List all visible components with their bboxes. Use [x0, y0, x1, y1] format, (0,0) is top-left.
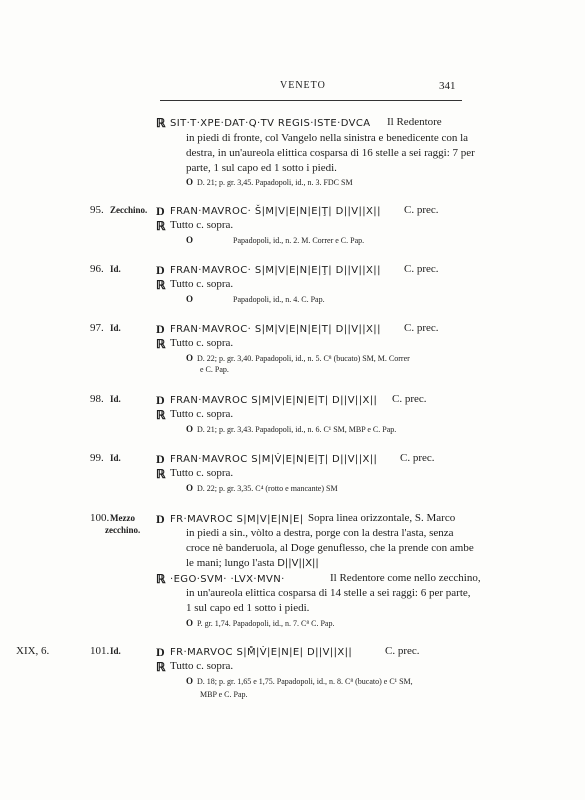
obverse-text: C. prec.	[404, 322, 439, 334]
entry-label: Zecchino.	[110, 205, 148, 215]
obverse-legend: FRAN·MAVROC S|M|V̇|E|N|E|Ţ| D||V||X||	[170, 454, 378, 465]
obverse-legend: FRAN·MAVROC· S|M|V|E|N|E|Ţ| D||V||X||	[170, 265, 381, 276]
obverse-text: C. prec.	[392, 393, 427, 405]
obverse-symbol: D	[156, 512, 165, 526]
running-title: VENETO	[280, 80, 326, 91]
reference-continuation: MBP e C. Pap.	[200, 690, 248, 699]
obverse-symbol: D	[156, 204, 165, 218]
entry-label: Id.	[110, 264, 121, 274]
reference-line	[186, 618, 334, 628]
reference-line	[186, 424, 396, 434]
reverse-text: Tutto c. sopra.	[170, 467, 234, 479]
reference-line	[186, 353, 410, 363]
obverse-legend: FR·MARVOC S|M̊|V̇|E|N|E| D||V||X||	[170, 647, 353, 658]
reference-mark: O	[186, 618, 194, 628]
reference-line	[186, 177, 353, 187]
entry-number: 95.	[90, 204, 104, 216]
obverse-symbol: D	[156, 645, 165, 659]
reference-line	[186, 294, 325, 304]
obverse-line-legend: D||V||X||	[277, 558, 319, 569]
reverse-text: Il Redentore come nello zecchino,	[330, 572, 481, 584]
reference-line	[186, 676, 413, 686]
reference-mark: O	[186, 676, 194, 686]
reference-text: P. gr. 1,74. Papadopoli, id., n. 7. C⁸ C. Pap.	[197, 619, 335, 628]
reference-mark: O	[186, 424, 194, 434]
reverse-legend: SIT·T·XPE·DAT·Q·TV REGIS·ISTE·DVCA	[170, 118, 371, 129]
entry-number: 99.	[90, 452, 104, 464]
reverse-symbol: ℝ	[156, 278, 166, 292]
reference-text: D. 18; p. gr. 1,65 e 1,75. Papadopoli, id., n. 8. C⁸ (bucato) e C¹ SM,	[197, 677, 413, 686]
reference-text: D. 22; p. gr. 3,40. Papadopoli, id., n. 5. C⁸ (bucato) SM, M. Correr	[197, 354, 410, 363]
obverse-line: croce nè banderuola, al Doge genuflesso, che la prende con ambe	[186, 542, 474, 554]
entry-number: 101.	[90, 645, 110, 657]
reference-mark: O	[186, 353, 194, 363]
entry-number: 98.	[90, 393, 104, 405]
reverse-text: Tutto c. sopra.	[170, 337, 234, 349]
entry-label: Id.	[110, 646, 121, 656]
entry-number: 96.	[90, 263, 104, 275]
reverse-text: Tutto c. sopra.	[170, 660, 234, 672]
obverse-text: C. prec.	[400, 452, 435, 464]
entry-label: Id.	[110, 394, 121, 404]
reverse-line: parte, 1 sul capo ed 1 sotto i piedi.	[186, 162, 337, 174]
entry-label: Id.	[110, 453, 121, 463]
obverse-text: C. prec.	[404, 204, 439, 216]
reverse-symbol: ℝ	[156, 116, 166, 130]
reference-line	[186, 483, 338, 493]
obverse-line-text: le mani; lungo l'asta	[186, 557, 275, 569]
obverse-text: C. prec.	[385, 645, 420, 657]
reverse-line: in piedi di fronte, col Vangelo nella sinistra e benedicente con la	[186, 132, 469, 144]
reverse-text: Tutto c. sopra.	[170, 278, 234, 290]
reference-text: D. 21; p. gr. 3,45. Papadopoli, id., n. 3. FDC SM	[197, 178, 353, 187]
header-rule	[160, 100, 462, 101]
reverse-text: Tutto c. sopra.	[170, 219, 234, 231]
obverse-legend: FRAN·MAVROC S|M|V|E|N|E|T| D||V||X||	[170, 395, 378, 406]
reference-line	[186, 235, 364, 245]
obverse-legend: FRAN·MAVROC· S|M|V|E|N|E|T| D||V||X||	[170, 324, 381, 335]
entry-label: Id.	[110, 323, 121, 333]
entry-label: zecchino.	[105, 525, 141, 535]
obverse-symbol: D	[156, 322, 165, 336]
obverse-legend: FR·MAVROC S|M|V|E|N|E|	[170, 514, 304, 525]
obverse-legend: FRAN·MAVROC· Š|M|V|E|N|E|Ţ| D||V||X||	[170, 206, 381, 217]
obverse-line: in piedi a sin., vòlto a destra, porge con la destra l'asta, senza	[186, 527, 454, 539]
reverse-line: 1 sul capo ed 1 sotto i piedi.	[186, 602, 310, 614]
reverse-text: Il Redentore	[387, 116, 442, 128]
reference-continuation: e C. Pap.	[200, 365, 229, 374]
reverse-line: destra, in un'aureola elittica cosparsa di 16 stelle a sei raggi: 7 per	[186, 147, 475, 159]
reference-text: D. 21; p. gr. 3,43. Papadopoli, id., n. 6. C¹ SM, MBP e C. Pap.	[197, 425, 397, 434]
reverse-text: Tutto c. sopra.	[170, 408, 234, 420]
reference-text: Papadopoli, id., n. 2. M. Correr e C. Pap.	[233, 236, 365, 245]
reference-mark: O	[186, 235, 194, 245]
reference-mark: O	[186, 294, 194, 304]
obverse-text: C. prec.	[404, 263, 439, 275]
reverse-line: in un'aureola elittica cosparsa di 14 stelle a sei raggi: 6 per parte,	[186, 587, 471, 599]
obverse-symbol: D	[156, 393, 165, 407]
reverse-symbol: ℝ	[156, 660, 166, 674]
page-number: 341	[439, 80, 456, 92]
reverse-legend: ·EGO·SVM· ·LVX·MVN·	[170, 574, 285, 585]
reverse-symbol: ℝ	[156, 219, 166, 233]
obverse-line	[186, 557, 319, 569]
entry-number: 100.	[90, 512, 110, 524]
reverse-symbol: ℝ	[156, 337, 166, 351]
reverse-symbol: ℝ	[156, 572, 166, 586]
entry-number: 97.	[90, 322, 104, 334]
reference-mark: O	[186, 177, 194, 187]
plate-reference: XIX, 6.	[16, 645, 50, 657]
reference-text: Papadopoli, id., n. 4. C. Pap.	[233, 295, 325, 304]
reference-mark: O	[186, 483, 194, 493]
obverse-symbol: D	[156, 263, 165, 277]
obverse-symbol: D	[156, 452, 165, 466]
reverse-symbol: ℝ	[156, 467, 166, 481]
entry-label: Mezzo	[110, 513, 135, 523]
reverse-symbol: ℝ	[156, 408, 166, 422]
reference-text: D. 22; p. gr. 3,35. C⁴ (rotto e mancante) SM	[197, 484, 338, 493]
obverse-text: Sopra linea orizzontale, S. Marco	[308, 512, 456, 524]
